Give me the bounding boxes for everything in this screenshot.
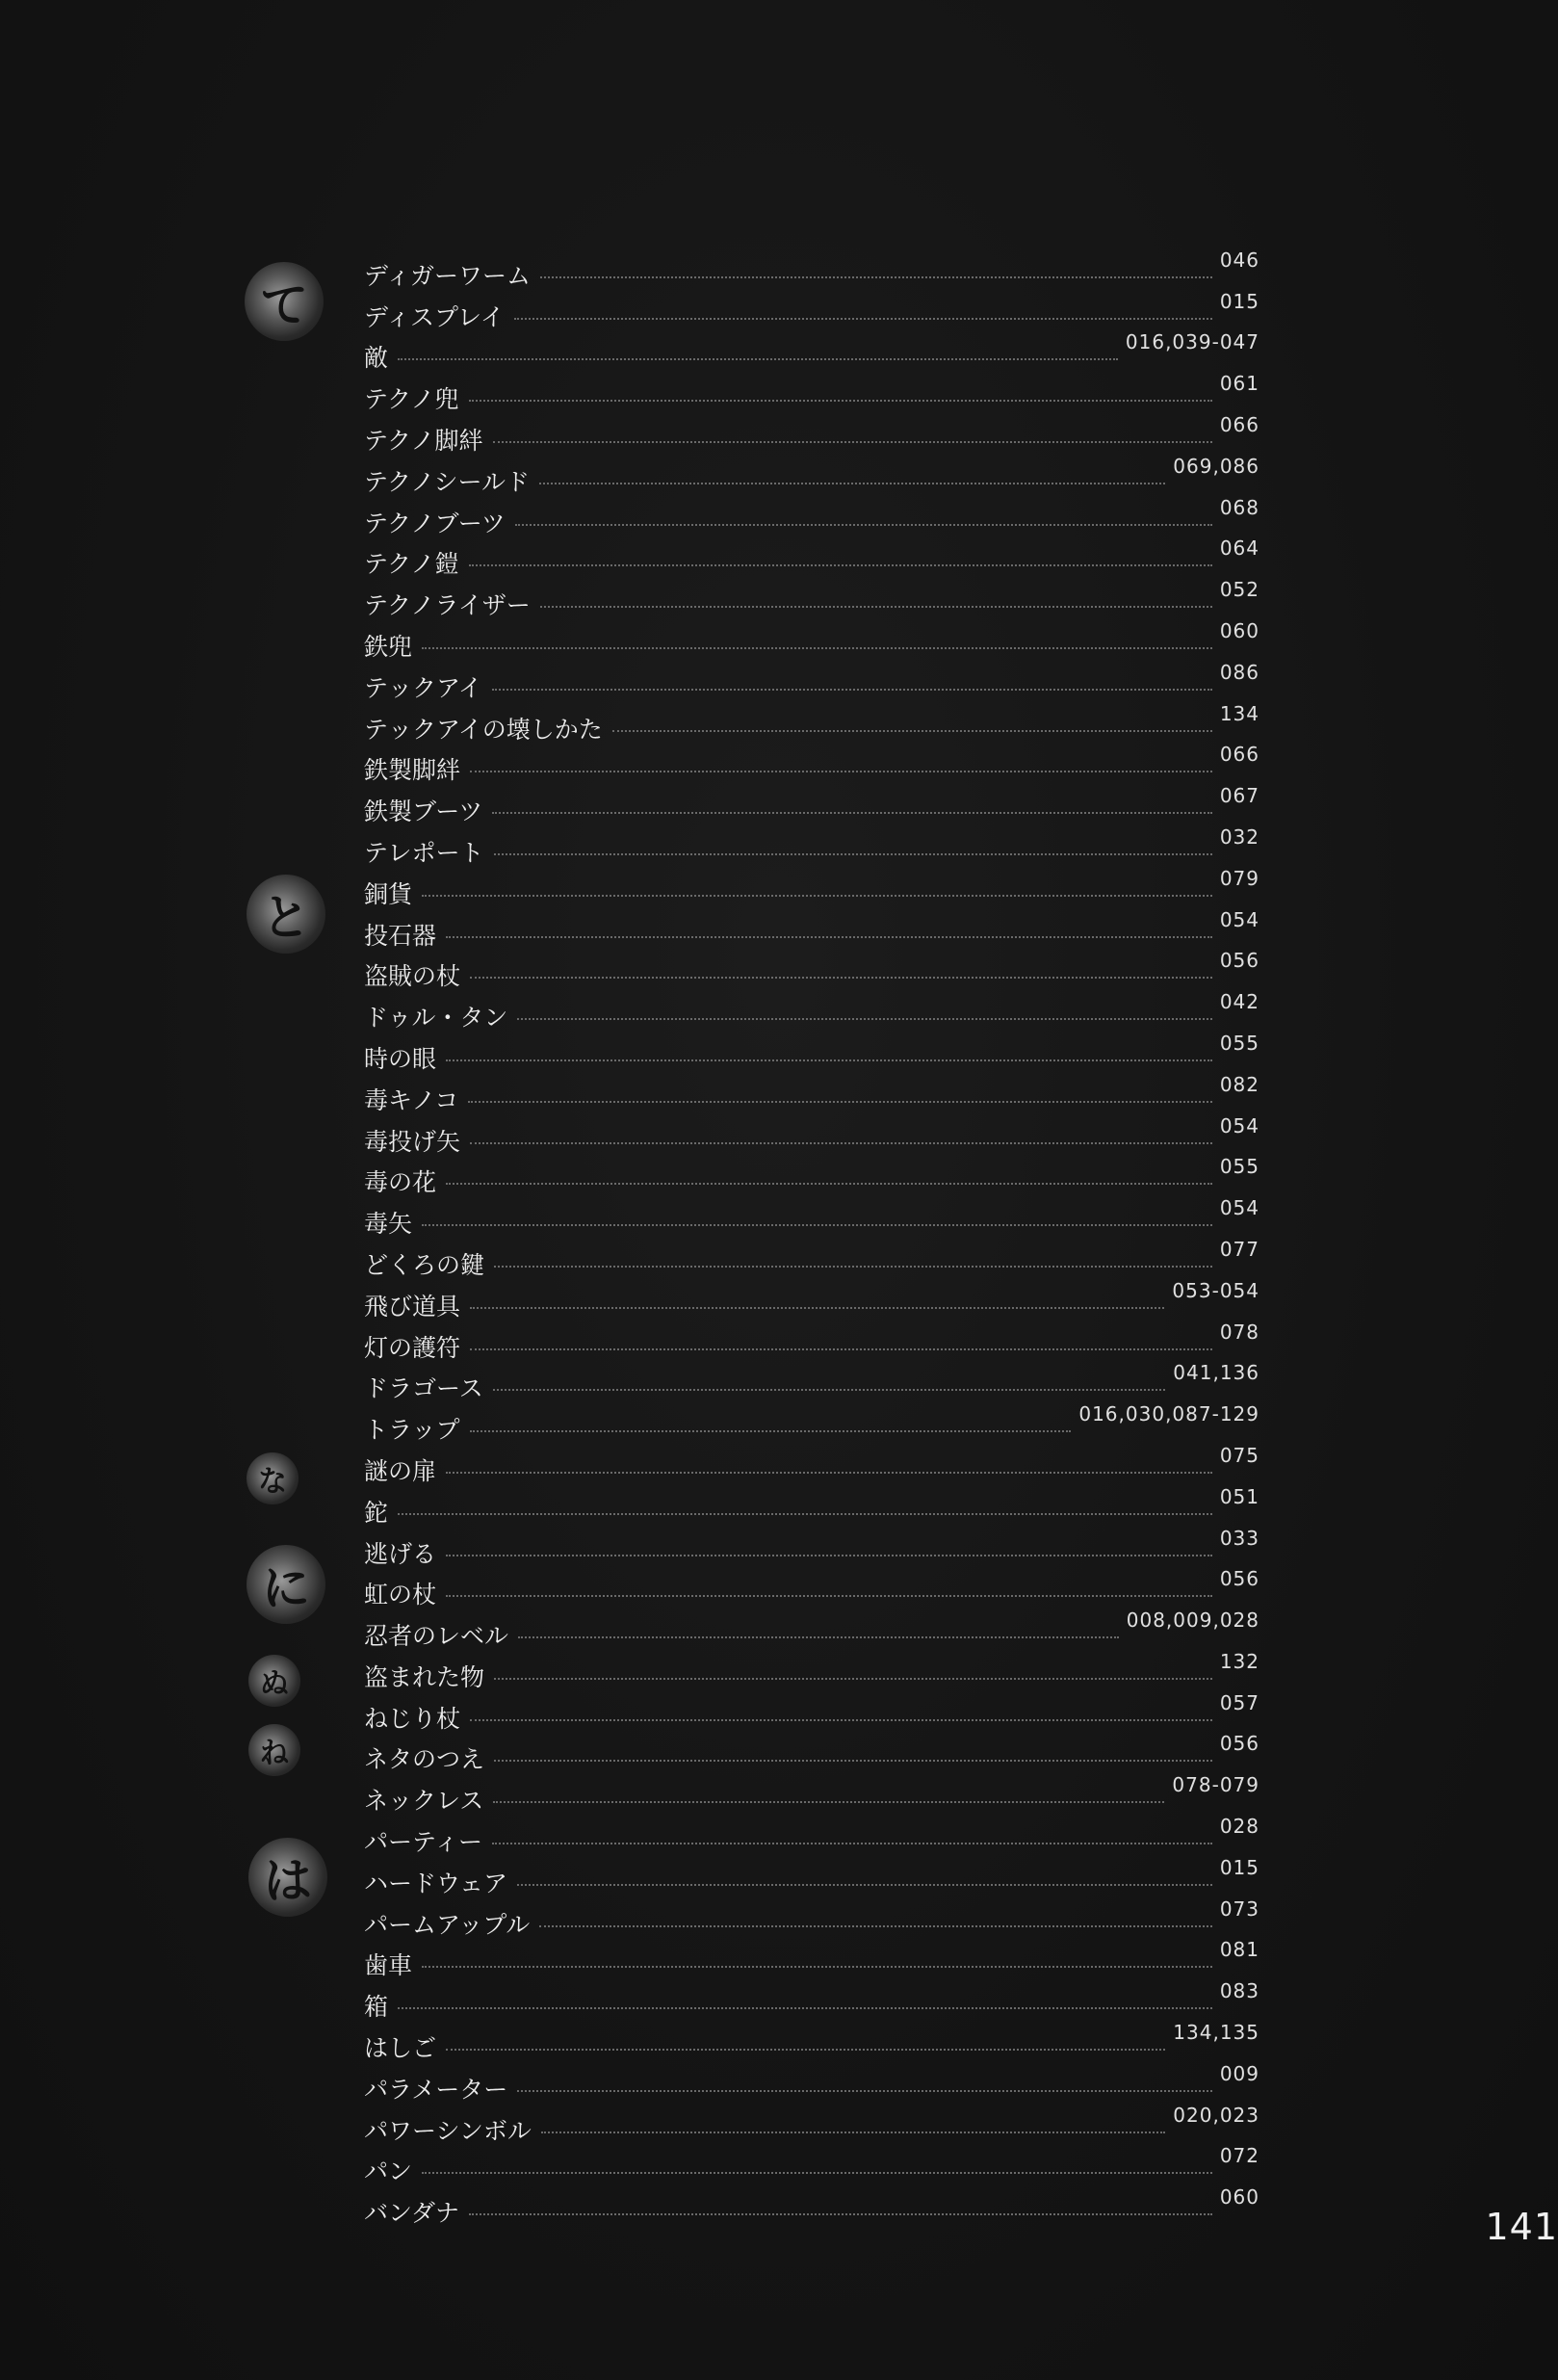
dot-leader bbox=[470, 1430, 1072, 1432]
dot-leader bbox=[540, 606, 1212, 608]
index-entry bbox=[364, 1438, 1259, 1485]
section-marker-na: な bbox=[247, 1452, 299, 1504]
index-entry bbox=[364, 1644, 1259, 1691]
index-term: バンダナ bbox=[364, 2199, 460, 2228]
index-term: 盗まれた物 bbox=[364, 1662, 485, 1691]
index-term: 毒投げ矢 bbox=[364, 1127, 461, 1156]
dot-leader bbox=[517, 2090, 1212, 2092]
index-term: ハードウェア bbox=[364, 1869, 508, 1897]
index-page-refs: 077 bbox=[1219, 1237, 1259, 1261]
index-term: テクノシールド bbox=[364, 467, 531, 496]
index-term: 銅貨 bbox=[364, 879, 413, 908]
index-term: ドゥル・タン bbox=[364, 1004, 508, 1033]
index-entry bbox=[364, 1150, 1259, 1197]
dot-leader bbox=[446, 1183, 1212, 1185]
index-page-refs: 009 bbox=[1219, 2061, 1259, 2085]
index-page-refs: 056 bbox=[1219, 949, 1259, 973]
index-page-refs: 075 bbox=[1219, 1443, 1259, 1467]
index-page-refs: 055 bbox=[1219, 1155, 1259, 1179]
index-page-refs: 079 bbox=[1219, 866, 1259, 890]
index-entry bbox=[364, 2015, 1259, 2063]
dot-leader bbox=[470, 1142, 1212, 1144]
index-entry bbox=[364, 1933, 1259, 1980]
index-entry bbox=[364, 407, 1259, 455]
index-page-refs: 053-054 bbox=[1172, 1278, 1259, 1302]
index-entry bbox=[364, 1809, 1259, 1857]
index-term: 箱 bbox=[364, 1993, 389, 2022]
index-entry bbox=[364, 326, 1259, 373]
index-entry bbox=[364, 284, 1259, 331]
index-page-refs: 057 bbox=[1219, 1690, 1259, 1714]
index-page-refs: 042 bbox=[1219, 990, 1259, 1014]
index-page-refs: 064 bbox=[1219, 536, 1259, 561]
dot-leader bbox=[541, 2132, 1165, 2133]
index-term: 毒矢 bbox=[364, 1210, 413, 1239]
index-entry bbox=[364, 902, 1259, 950]
dot-leader bbox=[422, 647, 1212, 649]
index-term: テクノ脚絆 bbox=[364, 426, 483, 455]
index-page-refs: 086 bbox=[1219, 660, 1259, 684]
page-number: 141 bbox=[1485, 2206, 1558, 2248]
index-entry bbox=[364, 944, 1259, 991]
index-term: 忍者のレベル bbox=[364, 1622, 509, 1651]
index-page-refs: 078 bbox=[1219, 1320, 1259, 1344]
index-page-refs: 033 bbox=[1219, 1526, 1259, 1550]
index-entry bbox=[364, 366, 1259, 414]
index-entry bbox=[364, 778, 1259, 826]
index-entry bbox=[364, 2180, 1259, 2228]
index-page-refs: 052 bbox=[1219, 578, 1259, 602]
index-entry bbox=[364, 243, 1259, 290]
dot-leader bbox=[470, 1348, 1212, 1350]
dot-leader bbox=[494, 1760, 1212, 1762]
index-term: テクノブーツ bbox=[364, 509, 506, 537]
index-page-refs: 078-079 bbox=[1172, 1773, 1259, 1797]
dot-leader bbox=[398, 358, 1118, 360]
dot-leader bbox=[492, 689, 1212, 691]
index-term: ネックレス bbox=[364, 1787, 484, 1816]
index-term: テクノ鎧 bbox=[364, 550, 459, 579]
index-page-refs: 134 bbox=[1219, 701, 1259, 725]
dot-leader bbox=[422, 895, 1212, 897]
dot-leader bbox=[517, 1884, 1212, 1886]
section-marker-to: と bbox=[247, 875, 325, 954]
index-page-refs: 008,009,028 bbox=[1126, 1608, 1259, 1633]
dot-leader bbox=[446, 1059, 1212, 1061]
index-term: テクノライザー bbox=[364, 591, 531, 620]
dot-leader bbox=[398, 1513, 1212, 1515]
dot-leader bbox=[493, 1801, 1164, 1803]
dot-leader bbox=[468, 1101, 1212, 1103]
index-term: テックアイ bbox=[364, 673, 482, 702]
index-term: 逃げる bbox=[364, 1539, 437, 1568]
dot-leader bbox=[422, 1224, 1212, 1226]
index-term: どくろの鍵 bbox=[364, 1250, 485, 1279]
index-entry bbox=[364, 1850, 1259, 1897]
dot-leader bbox=[492, 812, 1212, 814]
dot-leader bbox=[398, 2007, 1212, 2009]
index-page-refs: 060 bbox=[1219, 2185, 1259, 2210]
index-term: 毒キノコ bbox=[364, 1085, 459, 1114]
index-term: 毒の花 bbox=[364, 1168, 437, 1197]
index-entry bbox=[364, 490, 1259, 537]
index-term: 謎の扉 bbox=[364, 1456, 437, 1485]
index-term: パーティー bbox=[364, 1828, 483, 1857]
index-term: ネタのつえ bbox=[364, 1745, 485, 1774]
index-page-refs: 082 bbox=[1219, 1072, 1259, 1096]
index-term: 鉄製脚絆 bbox=[364, 756, 461, 785]
dot-leader bbox=[470, 1307, 1164, 1309]
dot-leader bbox=[540, 276, 1212, 278]
index-term: テクノ兜 bbox=[364, 385, 459, 414]
index-page-refs: 081 bbox=[1219, 1938, 1259, 1962]
dot-leader bbox=[539, 1925, 1212, 1927]
index-term: ドラゴース bbox=[364, 1374, 483, 1403]
index-entry bbox=[364, 614, 1259, 661]
index-page-refs: 056 bbox=[1219, 1567, 1259, 1591]
index-entry bbox=[364, 1067, 1259, 1114]
dot-leader bbox=[518, 1636, 1119, 1638]
index-page-refs: 060 bbox=[1219, 618, 1259, 642]
index-term: テックアイの壊しかた bbox=[364, 715, 603, 744]
dot-leader bbox=[446, 1595, 1212, 1597]
dot-leader bbox=[539, 483, 1165, 484]
index-entry bbox=[364, 1767, 1259, 1816]
section-marker-ha: は bbox=[248, 1838, 327, 1917]
section-marker-te: て bbox=[245, 262, 324, 341]
dot-leader bbox=[469, 400, 1212, 402]
index-entry bbox=[364, 696, 1259, 744]
index-term: 投石器 bbox=[364, 921, 437, 950]
dot-leader bbox=[493, 1389, 1166, 1391]
dot-leader bbox=[612, 730, 1212, 732]
dot-leader bbox=[470, 771, 1212, 772]
index-list bbox=[364, 243, 1259, 2228]
dot-leader bbox=[422, 2172, 1212, 2174]
index-page-refs: 061 bbox=[1219, 372, 1259, 396]
index-term: パームアップル bbox=[364, 1910, 531, 1939]
index-entry bbox=[364, 1109, 1259, 1156]
dot-leader bbox=[470, 977, 1212, 979]
index-term: ねじり杖 bbox=[364, 1704, 461, 1733]
index-entry bbox=[364, 1686, 1259, 1733]
index-entry bbox=[364, 2139, 1259, 2186]
index-entry bbox=[364, 2056, 1259, 2104]
dot-leader bbox=[469, 564, 1212, 566]
index-entry bbox=[364, 449, 1259, 496]
index-page-refs: 041,136 bbox=[1173, 1361, 1259, 1385]
dot-leader bbox=[515, 524, 1212, 526]
index-entry bbox=[364, 572, 1259, 620]
index-term: 灯の護符 bbox=[364, 1333, 461, 1362]
section-marker-nu: ぬ bbox=[248, 1655, 300, 1707]
index-page-refs: 083 bbox=[1219, 1979, 1259, 2003]
dot-leader bbox=[517, 1018, 1211, 1020]
index-term: トラップ bbox=[364, 1416, 460, 1445]
index-entry bbox=[364, 1315, 1259, 1362]
index-term: ディスプレイ bbox=[364, 302, 505, 331]
index-term: ディガーワーム bbox=[364, 261, 532, 290]
index-entry bbox=[364, 1974, 1259, 2022]
index-page-refs: 016,039-047 bbox=[1125, 330, 1259, 354]
index-term: 飛び道具 bbox=[364, 1292, 461, 1321]
index-entry bbox=[364, 1232, 1259, 1279]
index-entry bbox=[364, 1397, 1259, 1445]
index-page-refs: 132 bbox=[1219, 1649, 1259, 1673]
index-page-refs: 072 bbox=[1219, 2144, 1259, 2168]
index-term: 敵 bbox=[364, 344, 389, 373]
index-term: 歯車 bbox=[364, 1951, 413, 1980]
index-entry bbox=[364, 1892, 1259, 1939]
index-page-refs: 056 bbox=[1219, 1732, 1259, 1756]
index-page-refs: 134,135 bbox=[1173, 2021, 1259, 2045]
index-entry bbox=[364, 1273, 1259, 1321]
index-page-refs: 015 bbox=[1219, 1855, 1259, 1879]
index-entry bbox=[364, 2098, 1259, 2145]
index-entry bbox=[364, 1479, 1259, 1527]
index-term: 時の眼 bbox=[364, 1044, 437, 1073]
dot-leader bbox=[446, 1555, 1212, 1556]
index-page-refs: 046 bbox=[1219, 248, 1259, 272]
index-entry bbox=[364, 655, 1259, 702]
section-marker-ni: に bbox=[247, 1545, 325, 1624]
index-page-refs: 073 bbox=[1219, 1896, 1259, 1921]
index-entry bbox=[364, 1562, 1259, 1609]
index-entry bbox=[364, 738, 1259, 785]
dot-leader bbox=[514, 318, 1212, 320]
dot-leader bbox=[494, 1678, 1212, 1680]
dot-leader bbox=[470, 1719, 1212, 1721]
dot-leader bbox=[422, 1966, 1212, 1968]
index-entry bbox=[364, 1727, 1259, 1774]
index-entry bbox=[364, 1603, 1259, 1651]
index-page-refs: 032 bbox=[1219, 824, 1259, 849]
index-page-refs: 054 bbox=[1219, 1196, 1259, 1220]
dot-leader bbox=[469, 2213, 1212, 2215]
index-term: 虹の杖 bbox=[364, 1581, 437, 1609]
index-entry bbox=[364, 1356, 1259, 1403]
index-term: パワーシンボル bbox=[364, 2116, 532, 2145]
index-page-refs: 066 bbox=[1219, 412, 1259, 436]
index-entry bbox=[364, 1026, 1259, 1073]
index-page-refs: 055 bbox=[1219, 1031, 1259, 1055]
index-term: パン bbox=[364, 2158, 413, 2186]
index-term: 鉈 bbox=[364, 1498, 389, 1527]
index-entry bbox=[364, 532, 1259, 579]
index-page-refs: 020,023 bbox=[1173, 2103, 1259, 2127]
index-page-refs: 068 bbox=[1219, 495, 1259, 519]
index-page-refs: 054 bbox=[1219, 1113, 1259, 1138]
index-page-refs: 054 bbox=[1219, 907, 1259, 931]
index-term: 盗賊の杖 bbox=[364, 962, 461, 991]
index-entry bbox=[364, 820, 1259, 867]
index-page-refs: 066 bbox=[1219, 743, 1259, 767]
dot-leader bbox=[494, 853, 1212, 855]
index-page-refs: 015 bbox=[1219, 289, 1259, 313]
dot-leader bbox=[493, 441, 1212, 443]
index-term: 鉄製ブーツ bbox=[364, 798, 483, 826]
dot-leader bbox=[446, 2049, 1165, 2051]
index-entry bbox=[364, 1190, 1259, 1239]
index-term: パラメーター bbox=[364, 2075, 508, 2104]
index-term: テレポート bbox=[364, 838, 484, 867]
dot-leader bbox=[494, 1266, 1212, 1268]
index-entry bbox=[364, 984, 1259, 1033]
index-page-refs: 028 bbox=[1219, 1815, 1259, 1839]
index-page-refs: 016,030,087-129 bbox=[1078, 1402, 1259, 1426]
dot-leader bbox=[446, 1472, 1212, 1474]
index-term: 鉄兜 bbox=[364, 632, 413, 661]
index-term: はしご bbox=[364, 2034, 437, 2063]
index-page-refs: 069,086 bbox=[1173, 454, 1259, 478]
section-marker-ne: ね bbox=[248, 1724, 300, 1776]
index-entry bbox=[364, 861, 1259, 908]
index-page-refs: 051 bbox=[1219, 1484, 1259, 1508]
index-entry bbox=[364, 1521, 1259, 1568]
dot-leader bbox=[492, 1843, 1212, 1844]
index-page-refs: 067 bbox=[1219, 784, 1259, 808]
dot-leader bbox=[446, 936, 1212, 938]
